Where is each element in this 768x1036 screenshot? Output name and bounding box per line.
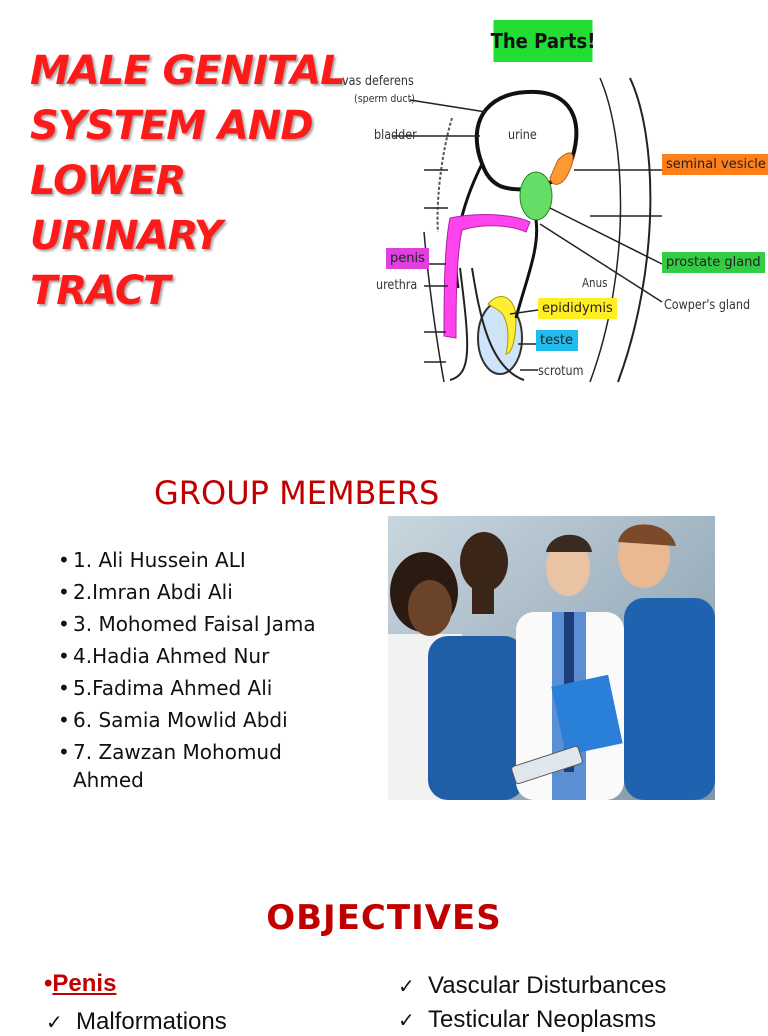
anatomy-diagram [340,18,766,386]
objective-item [46,1008,227,1036]
title-line: LOWER [30,158,186,204]
list-item: • 5.Fadima Ahmed Ali [58,674,348,702]
objective-text: Malformations [76,1008,227,1035]
doctors-photo [388,516,715,800]
label-urethra: urethra [376,278,418,293]
objective-text: Testicular Neoplasms [428,1006,657,1033]
objectives-heading: OBJECTIVES [266,898,502,938]
objective-item [398,1006,656,1034]
label-sperm-duct: (sperm duct) [354,92,415,105]
list-item: • 1. Ali Hussein ALI [58,546,348,574]
checkmark-icon: ✓ [398,1008,415,1032]
title-line: TRACT [30,268,170,314]
diagram-heading: The Parts! [494,20,593,62]
title-line: MALE GENITAL [30,48,345,94]
bullet-icon: • [44,970,53,997]
penis-heading: Penis [52,970,117,997]
label-urine: urine [508,128,537,143]
label-vas-deferens: vas deferens [342,74,414,89]
slide-title [30,44,350,319]
checkmark-icon: ✓ [398,974,415,998]
objective-text: Vascular Disturbances [428,972,667,999]
members-list [58,546,348,798]
label-bladder: bladder [374,128,417,143]
list-item: • 7. Zawzan Mohomud Ahmed [58,738,348,794]
label-anus: Anus [582,276,608,290]
label-teste: teste [536,330,578,351]
label-seminal-vesicle: seminal vesicle [662,154,768,175]
label-cowpers-gland: Cowper's gland [664,298,751,313]
list-item: • 4.Hadia Ahmed Nur [58,642,348,670]
label-epididymis: epididymis [538,298,617,319]
list-item: • 2.Imran Abdi Ali [58,578,348,606]
penis-bullet [44,970,116,998]
title-line: URINARY [30,213,222,259]
list-item: • 3. Mohomed Faisal Jama [58,610,348,638]
label-prostate-gland: prostate gland [662,252,765,273]
group-members-heading: GROUP MEMBERS [154,474,440,512]
title-line: SYSTEM AND [30,103,313,149]
label-penis: penis [386,248,429,269]
checkmark-icon: ✓ [46,1010,63,1034]
doctors-illustration [388,516,715,800]
objective-item [398,972,666,1000]
label-scrotum: scrotum [538,364,584,379]
list-item: • 6. Samia Mowlid Abdi [58,706,348,734]
